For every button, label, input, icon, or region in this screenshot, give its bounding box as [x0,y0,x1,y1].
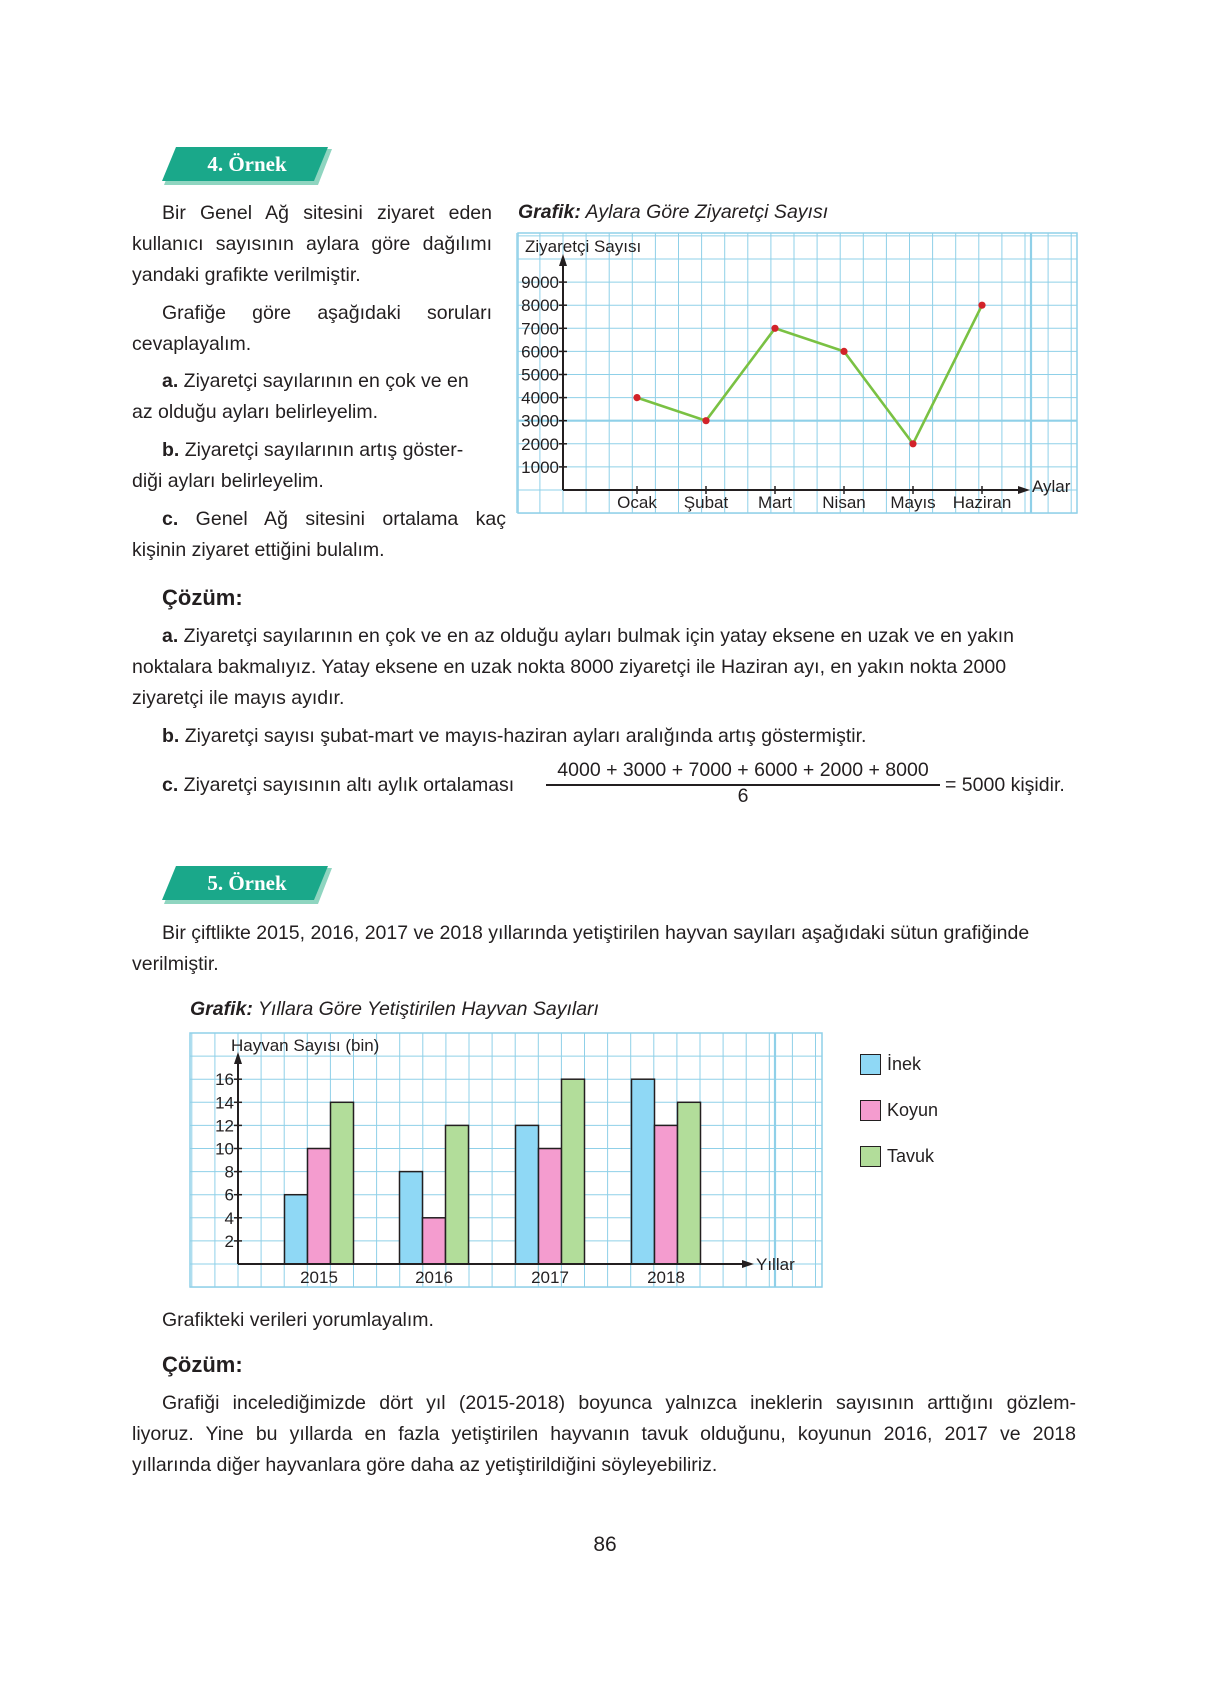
y-tick-label: 14 [215,1093,234,1113]
y-tick-label: 12 [215,1116,234,1136]
bar-Koyun [308,1149,331,1265]
x-tick-label: 2018 [647,1268,685,1287]
fraction-result: = 5000 kişidir. [945,774,1065,796]
legend-swatch-koyun [860,1100,881,1121]
x-tick-label: Şubat [683,493,729,512]
example-5-title: 5. Örnek [207,871,287,895]
y-tick-label: 5000 [521,365,559,385]
solution-4-title: Çözüm: [162,585,243,610]
x-tick-label: Mayıs [890,493,936,512]
solution-5-line: yıllarında diğer hayvanlara göre daha az yetiştirildiğini söyleyebiliriz. [132,1454,718,1476]
y-tick-label: 10 [215,1139,234,1159]
question-c-cont: kişinin ziyaret ettiğini bulalım. [132,539,385,561]
y-tick-label: 6 [224,1185,234,1205]
y-tick-label: 16 [215,1070,234,1090]
bar-Tavuk [331,1102,354,1264]
x-tick-label: Haziran [952,493,1012,512]
example-4-title: 4. Örnek [207,152,287,176]
x-tick-label: Ocak [617,493,657,512]
example-5-prompt: Grafikteki verileri yorumlayalım. [162,1309,434,1331]
y-tick-label: 2 [224,1231,234,1251]
solution-5-title: Çözüm: [162,1352,243,1377]
bar-İnek [516,1125,539,1264]
solution-4-c: c. Ziyaretçi sayısının altı aylık ortalaması [162,774,515,796]
y-tick-label: 1000 [521,457,559,477]
y-tick-label: 4 [224,1208,234,1228]
x-tick-label: Mart [758,493,792,512]
line-chart-caption: Grafik: Aylara Göre Ziyaretçi Sayısı [518,201,829,223]
bar-Tavuk [446,1125,469,1264]
bar-Koyun [539,1149,562,1265]
bar-İnek [632,1079,655,1264]
prompt-line: cevaplayalım. [132,333,252,355]
question-b-cont: diği ayları belirleyelim. [132,470,324,492]
solution-5-line: Grafiği incelediğimizde dört yıl (2015-2018) boyunca yalnızca ineklerin sayısının arttığını gözlem- [162,1392,1076,1414]
question-a: a. Ziyaretçi sayılarının en çok ve en [162,370,469,392]
x-tick-label: 2017 [531,1268,569,1287]
solution-4-a-line2: noktalara bakmalıyız. Yatay eksene en uzak nokta 8000 ziyaretçi ile Haziran ayı, en yakın nokta 2000 [132,656,1007,678]
solution-4-a-line3: ziyaretçi ile mayıs ayıdır. [132,687,345,709]
prompt-line: Grafiğe göre aşağıdaki soruları [162,302,492,324]
legend-label-koyun: Koyun [887,1100,939,1120]
bar-Tavuk [562,1079,585,1264]
x-axis-label: Yıllar [756,1255,795,1274]
bar-İnek [400,1172,423,1264]
question-c: c. Genel Ağ sitesini ortalama kaç [162,508,506,530]
y-axis-label: Ziyaretçi Sayısı [525,237,642,256]
solution-4-a: a. Ziyaretçi sayılarının en çok ve en az olduğu ayları bulmak için yatay eksene en uzak ve en yakın [162,625,1014,647]
bar-chart-caption: Grafik: Yıllara Göre Yetiştirilen Hayvan Sayıları [190,998,599,1020]
legend-label-tavuk: Tavuk [887,1146,935,1166]
bar-group-2017 [516,1079,585,1264]
x-axis-arrow-icon [742,1260,754,1268]
question-b: b. Ziyaretçi sayılarının artış göster- [162,439,464,461]
intro-line: yandaki grafikte verilmiştir. [132,264,361,286]
example-5-intro-cont: verilmiştir. [132,953,219,975]
bar-group-2018 [632,1079,701,1264]
bar-Tavuk [678,1102,701,1264]
y-axis-label: Hayvan Sayısı (bin) [231,1036,380,1055]
y-tick-label: 8000 [521,296,559,316]
bar-İnek [285,1195,308,1264]
legend-swatch-tavuk [860,1146,881,1167]
example-5-intro: Bir çiftlikte 2015, 2016, 2017 ve 2018 yıllarında yetiştirilen hayvan sayıları aşağıdaki sütun grafiğinde [162,922,1030,944]
y-tick-label: 2000 [521,434,559,454]
y-tick-label: 8 [224,1162,234,1182]
y-tick-label: 6000 [521,342,559,362]
y-tick-label: 3000 [521,411,559,431]
intro-line: kullanıcı sayısının aylara göre dağılımı [132,233,492,255]
bar-Koyun [423,1218,446,1264]
x-tick-label: Nisan [822,493,866,512]
fraction-denominator: 6 [737,785,749,807]
y-tick-label: 9000 [521,273,559,293]
legend-label-inek: İnek [887,1054,922,1074]
intro-line: Bir Genel Ağ sitesini ziyaret eden [162,202,492,224]
solution-4-b: b. Ziyaretçi sayısı şubat-mart ve mayıs-haziran ayları aralığında artış göstermiştir. [162,725,867,747]
y-tick-label: 4000 [521,388,559,408]
solution-5-line: liyoruz. Yine bu yıllarda en fazla yetiştirilen hayvanın tavuk olduğunu, koyunun 2016, 2017 ve 2018 [132,1423,1076,1445]
fraction-numerator: 4000 + 3000 + 7000 + 6000 + 2000 + 8000 [557,759,929,781]
question-a-cont: az olduğu ayları belirleyelim. [132,401,379,423]
page-number: 86 [593,1533,617,1556]
x-tick-label: 2015 [300,1268,338,1287]
legend-swatch-inek [860,1054,881,1075]
x-axis-label: Aylar [1032,477,1071,496]
x-tick-label: 2016 [415,1268,453,1287]
bar-group-2015 [285,1102,354,1264]
y-tick-label: 7000 [521,319,559,339]
bar-Koyun [655,1125,678,1264]
